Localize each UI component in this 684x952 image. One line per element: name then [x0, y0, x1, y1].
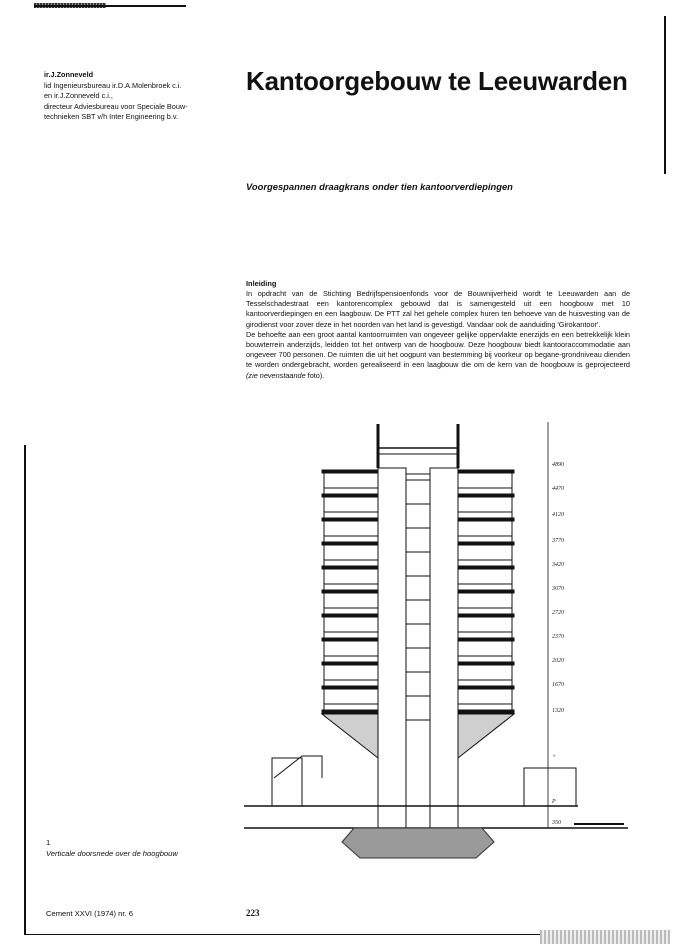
author-line: en ir.J.Zonneveld c.i.,: [44, 91, 113, 101]
level-label: 1320: [552, 708, 564, 714]
floor-slab-left: [322, 614, 378, 617]
floor-slab-right: [458, 686, 514, 689]
author-block: [44, 70, 234, 123]
section-drawing: [244, 418, 628, 862]
foundation: [342, 828, 494, 858]
body-text: [246, 289, 630, 381]
level-label: 350: [552, 820, 561, 826]
floor-slab-left: [322, 494, 378, 497]
paragraph-italic: (zie nevenstaande: [246, 370, 306, 380]
level-label: 2020: [552, 658, 564, 664]
level-label: 2370: [552, 634, 564, 640]
article-title: Kantoorgebouw te Leeuwarden: [246, 66, 628, 96]
top-rule: [34, 5, 186, 7]
floor-slab-right: [458, 710, 514, 713]
floor-slab-right: [458, 542, 514, 545]
floor-slab-right: [458, 662, 514, 665]
floor-slab-right: [458, 494, 514, 497]
author-name: ir.J.Zonneveld: [44, 70, 94, 79]
floor-slab-right: [458, 470, 514, 473]
paragraph-text: De behoefte aan een groot aantal kantoorruimten van ongeveer gelijke oppervlakte enerzijds en een betrekkelijk klein bouwterrein anderzijds, leidden tot het ontwerp van de hoogbouw. Deze hoogbouw biedt kantooraccommodatie aan ongeveer 700 personen. De ruimten die uit het oogpunt van bestemming bij voorkeur op begane-grondniveau dienden te worden ondergebracht, worden gerealiseerd in een laagbouw die om de kern van de hoogbouw is geprojecteerd: [246, 329, 630, 370]
floor-slab-left: [322, 470, 378, 473]
page-number: 223: [246, 908, 260, 918]
low-rise-right: [524, 768, 576, 806]
level-label: 4470: [552, 486, 564, 492]
stair-block: [272, 758, 302, 806]
floor-slab-left: [322, 710, 378, 713]
journal-footer: Cement XXVI (1974) nr. 6: [46, 909, 133, 918]
level-label: 1670: [552, 682, 564, 688]
floor-slab-left: [322, 566, 378, 569]
right-margin-rule: [664, 16, 666, 174]
floor-slab-left: [322, 518, 378, 521]
floor-slab-left: [322, 662, 378, 665]
figure-caption-text: Verticale doorsnede over de hoogbouw: [46, 848, 178, 858]
bottom-rule: [24, 934, 540, 935]
core-wall-left: [378, 468, 406, 834]
level-label: 4890: [552, 462, 564, 468]
scan-artifact-bottom: [540, 930, 670, 944]
author-line: technieken SBT v/h Inter Engineering b.v.: [44, 112, 178, 122]
level-label: 3770: [552, 538, 564, 544]
floor-slab-left: [322, 686, 378, 689]
paragraph: [246, 330, 630, 381]
level-label: 3070: [552, 586, 564, 592]
author-line: directeur Adviesbureau voor Speciale Bouw-: [44, 101, 188, 111]
section-heading: Inleiding: [246, 279, 277, 288]
floor-slab-right: [458, 518, 514, 521]
level-label: 2720: [552, 610, 564, 616]
figure-number: 1: [46, 838, 51, 847]
paragraph-text: foto).: [305, 370, 325, 380]
level-label: P: [552, 799, 556, 805]
level-label: 3420: [552, 562, 564, 568]
figure-caption: [46, 838, 236, 859]
floor-slab-left: [322, 590, 378, 593]
floor-slab-right: [458, 590, 514, 593]
core-wall-right: [430, 468, 458, 834]
floor-slab-left: [322, 542, 378, 545]
floor-slab-right: [458, 614, 514, 617]
floor-slab-right: [458, 638, 514, 641]
support-ring-right: [458, 714, 514, 758]
article-subtitle: Voorgespannen draagkrans onder tien kantoorverdiepingen: [246, 181, 513, 192]
paragraph: In opdracht van de Stichting Bedrijfspensioenfonds voor de Bouwnijverheid wordt te Leeuwarden aan de Tesselschadestraat een kantorencomplex gebouwd dat is samengesteld uit een hoogbouw met 10 kantoorverdiepingen en een laagbouw. De PTT zal het gehele complex huren ten behoeve van de huisvesting van de girodienst voor zover deze in het noorden van het land is gevestigd. Vandaar ook de aanduiding 'Girokantoor'.: [246, 289, 630, 329]
floor-slab-left: [322, 638, 378, 641]
floor-slab-right: [458, 566, 514, 569]
level-label: +: [552, 754, 557, 760]
stair-line: [274, 756, 322, 778]
author-line: lid Ingenieursbureau ir.D.A.Molenbroek c.i.: [44, 80, 182, 90]
support-ring-left: [322, 714, 378, 758]
left-margin-rule: [24, 445, 26, 935]
level-label: 4120: [552, 512, 564, 518]
